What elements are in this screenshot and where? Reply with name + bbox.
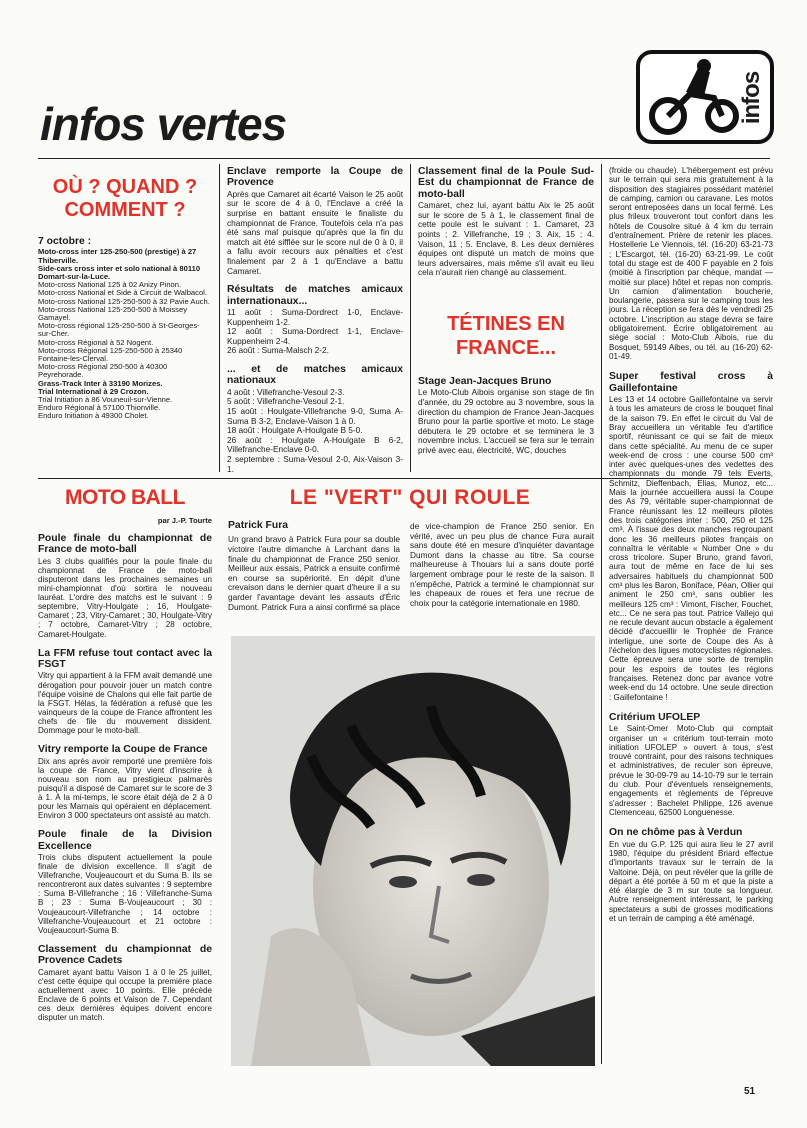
result-line: 11 août : Suma-Dordrect 1-0, Enclave-Kuppenheim 1-2. <box>227 306 403 327</box>
enclave-title: Enclave remporte la Coupe de Provence <box>227 166 403 189</box>
page-number: 51 <box>744 1086 756 1097</box>
vert-name: Patrick Fura <box>228 520 289 531</box>
event-item: Moto-cross National 125 à 02 Anizy Pinon. <box>38 280 182 290</box>
page-title: infos vertes <box>40 98 287 150</box>
motoball-article-text: Camaret ayant battu Vaison 1 à 0 le 25 juillet, c'est cette équipe qui occupe la première place actuellement avec 10 points. Elle précède Enclave de 6 points et Vaison de 7. Cependant ces deux dernières équipes doivent encore disputer un match. <box>38 967 212 1023</box>
motoball-article-text: Les 3 clubs qualifiés pour la poule finale du championnat de France de moto-ball disputeront dans les prochaines semaines un mini-championnat d'où sortira le nouveau lauréat. L'ordre des matchs est le suivant : 9 septembre, Vitry-Houlgate ; 16, Houlgate-Camaret ; 23, Vitry-Camaret ; 30, Houlgate-Vitry ; 7 octobre, Camaret-Vitry ; 28 octobre, Camaret-Houlgate. <box>38 556 212 639</box>
result-line: 5 août : Villefranche-Vesoul 2-1. <box>227 396 345 407</box>
event-item: Moto-cross Régional 250-500 à 40300 Peyrehorade. <box>38 362 168 380</box>
rider-portrait-photo <box>231 636 595 1066</box>
festival-title: Super festival cross à Gaillefontaine <box>609 371 773 394</box>
motorbike-rider-icon <box>646 58 742 138</box>
motoball-articles <box>38 533 212 1022</box>
vert-text-right: de vice-champion de France 250 senior. En vérité, avec un peu plus de chance Fura aurait sans doute été en mesure d'inquiéter davantage Dumont dans la chasse au titre. Sa course malheureuse à Thouars lui a sans doute porté largement ombrage pour le reste de la saison. Il n'empêche, Patrick a terminé le championnat sur les chapeaux de roues et fera une recrue de choix pour la catégorie internationale en 1980. <box>410 521 594 608</box>
date-heading: 7 octobre : <box>38 236 92 247</box>
result-line: 18 août : Houlgate A-Houlgate B 5-0. <box>227 425 363 436</box>
classement-text: Camaret, chez lui, ayant battu Aix le 25 août sur le score de 5 à 1, le classement final de cette poule est le suivant : 1. Camaret, 23 points ; 2. Villefranche, 19 ; 3. Aix, 15 ; 4. Vaison, 11 ; 5. Enclave, 8. Les deux dernières équipes ont disputé un match de moins que leurs adversaires, mais même s'il avait eu lieu cela n'aurait rien changé au classement. <box>418 200 594 278</box>
festival-text: Les 13 et 14 octobre Gaillefontaine va servir à tous les amateurs de cross le bouquet final de la saison 79. En effet le circuit du Val de Bray accueillera un véritable feu d'artifice sportif, réunissant ce qui se fait de mieux dans cette spécialité. Au menu de ce super week-end de cross : une course 500 cm³ inter avec quelques-unes des vedettes des championnats du monde 79 tels Everts, Schmitz, Dieffenbach, Elias, Munoz, etc... Mais la journée accueillera aussi la Coupe des As 79, véritable super-championnat de France réunissant les 12 meilleurs pilotes des trois catégories inter : 500, 250 et 125 cm³. À l'issue des deux manches regroupant donc les 36 meilleurs pilotes français on connaîtra le véritable « Number One » du cross tricolore. Super Bruno, grand favori, aura tout de même en face de lui ses adversaires habituels du championnat 500 cm³ plus les Baron, Boniface, Péan, Ollier qui animent le 250 cm³, sans oublier les meilleurs 125 cm³ : Vimont, Fischer, Fouchet, etc... Ce ne sera pas tout. Patrice Vallejo qui ne recule devant aucun obstacle a également décidé d'accueillir le Trophée de France interligue, une sorte de Coupe des As à l'échelon des ligues motocyclistes régionales. Cette épreuve sera une sorte de tremplin pour les espoirs de toutes les régions françaises. Retenez donc par avance votre week-end du 14 octobre. Une seule direction : Gaillefontaine ! <box>609 395 773 702</box>
event-item: Moto-cross National 125-250-500 à 32 Pavie Auch. <box>38 296 210 306</box>
verdun-title: On ne chôme pas à Verdun <box>609 827 743 839</box>
vert-title: LE "VERT" QUI ROULE <box>289 486 531 509</box>
event-item: Side-cars cross inter et solo national à 80110 Domart-sur-la-Luce. <box>38 263 201 282</box>
event-item: Trial International à 29 Crozon. <box>38 386 149 396</box>
event-item: Enduro Initiation à 49300 Cholet. <box>38 411 149 421</box>
tetines-title-1: TÉTINES EN <box>447 313 565 335</box>
nationaux-title: ... et de matches amicaux nationaux <box>227 363 403 387</box>
tetines-heading <box>418 312 594 360</box>
infos-logo <box>636 50 774 144</box>
vert-right-column <box>410 522 594 608</box>
motoball-article-title: Poule finale de la Division Excellence <box>38 829 212 852</box>
column-divider-3 <box>601 164 602 1064</box>
result-line: 26 août : Houlgate A-Houlgate B 6-2, Villefranche-Enclave 0-0. <box>227 434 403 455</box>
motoball-article-text: Dix ans après avoir remporté une première fois la coupe de France, Vitry vient d'inscrire à nouveau son nom au prestigieux palmarès puisqu'il a disposé de Camaret sur le score de 3 à 1. À la mi-temps, le score était déjà de 2 à 0 pour les Marnais qui opéraient en déplacement. Environ 3 000 spectateurs ont assisté au match. <box>38 756 212 821</box>
verdun-text: En vue du G.P. 125 qui aura lieu le 27 avril 1980, l'équipe du président Briard effectue d'importants travaux sur le terrain de la Valtoine. Déjà, on peut révéler que la grille de départ a été portée à 50 m et que la piste a été élargie de 3 m sur toute sa longueur. Autre renseignement intéressant, le parking spectateurs a subi de grosses modifications et un terrain de camping a été aménagé. <box>609 839 773 923</box>
ou-quand-title-2: COMMENT ? <box>64 199 186 221</box>
motoball-article-title: Vitry remporte la Coupe de France <box>38 744 208 756</box>
column-divider-1 <box>219 164 220 472</box>
coupe-provence-section <box>227 166 403 474</box>
event-item: Moto-cross régional 125-250-500 à St-Georges-sur-Cher. <box>38 321 200 339</box>
enclave-text: Après que Camaret ait écarté Vaison le 25 août sur le score de 4 à 0, l'Enclave a créé la surprise en battant ensuite le finaliste du championnat de France. Toutefois cela n'a pas été sans mal puisque qu'après que la fin du match ait été sifflée sur le score nul de 0 à 0, il a fallu avoir recours aux pénalties et c'est finalement par 2 à 1 qu'Enclave a battu Camaret. <box>227 188 403 276</box>
resultats-list <box>227 308 403 356</box>
event-item: Grass-Track Inter à 33190 Morizes. <box>38 378 163 388</box>
column-divider-2 <box>410 164 411 472</box>
motoball-article-text: Vitry qui appartient à la FFM avait demandé une dérogation pour pouvoir jouer un match contre l'équipe voisine de Chalons qui elle fait partie de la FSGT. Hélas, la fédération a refusé que les vainqueurs de la coupe de France affrontent les chefs de file du mouvement dissident. Dommage pour le moto-ball. <box>38 671 212 736</box>
stage-continued-text: (froide ou chaude). L'hébergement est prévu sur le terrain qui sera mis gratuitement à la disposition des stagiaires possédant matériel de camping, camion ou caravane. Les motos seront entreposées dans un local fermé. Les plus frileux trouveront tout confort dans les hôtels de Cousolre situé à 4 km du terrain d'entraînement. Prière de retenir les places. Hostellerie Le Viennois, tél. (16-20) 63-21-73 ; L'Escargot, tél. (16-20) 63-21-99. Le coût total du stage est de 400 F payable en 2 fois (moitié à l'inscription par chèque, mandat — moitié sur place) hôtel et repas non compris. Un camion d'alimentation boucherie, boulangerie, passera sur le camping tous les jours. La réception se fera dès le vendredi 25 octobre. L'inscription au stage devra se faire obligatoirement. Écrire obligatoirement au siège social : Moto-Club Aibois, rue du Bosquet, 59149 Aibes, ou tél. au (16-20) 62-01-49. <box>609 166 773 361</box>
stage-text: Le Moto-Club Aibois organise son stage de fin d'année, du 29 octobre au 3 novembre, sous la direction du champion de France Jean-Jacques Bruno pour la partie sportive et moto. Le stage débutera le 29 octobre et se terminera le 3 novembre inclus. L'accueil se fera sur le terrain privé avec eau, électricité, WC, douches <box>418 387 594 455</box>
event-list <box>38 248 212 420</box>
result-line: 2 septembre : Suma-Vesoul 2-0, Aix-Vaison 3-1. <box>227 453 403 474</box>
event-item: Enduro Régional à 57100 Thionville. <box>38 403 161 413</box>
result-line: 15 août : Houlgate-Villefranche 9-0, Suma A- Suma B 3-2, Enclave-Vaison 1 à 0. <box>227 405 403 426</box>
motoball-byline: par J.-P. Tourte <box>157 516 212 525</box>
criterium-text: Le Saint-Omer Moto-Club qui comptait organiser un « critérium tout-terrain moto initiation UFOLEP » ouvert à tous, s'est trouvé contraint, pour des raisons techniques et administratives, de reculer son épreuve, prévue le 30-09-79 au 14-10-79 sur le terrain du club. Pour d'éventuels renseignements, engagements et règlements de l'épreuve s'adresser : Bachelet Philippe, 126 avenue Clemenceau, 62500 Longuenesse. <box>609 724 773 817</box>
motoball-article-title: Poule finale du championnat de France de moto-ball <box>38 533 212 556</box>
event-item: Moto-cross National 125-250-500 à Moissey Gamayel. <box>38 304 187 323</box>
nationaux-list <box>227 388 403 474</box>
result-line: 26 août : Suma-Malsch 2-2. <box>227 345 329 356</box>
motoball-article-title: Classement du championnat de Provence Cadets <box>38 943 212 967</box>
event-item: Moto-cross Régional à 52 Nogent. <box>38 337 154 347</box>
event-item: Moto-cross National et Side à Circuit de Walbacol. <box>38 288 207 298</box>
motoball-article-title: La FFM refuse tout contact avec la FSGT <box>38 647 212 671</box>
stage-section <box>418 376 594 456</box>
tetines-title-2: FRANCE... <box>456 337 556 359</box>
motoball-article-text: Trois clubs disputent actuellement la poule finale de division excellence. Il s'agit de Villefranche, Voujeaucourt et du Suma B. Ils se rencontreront aux dates suivantes : 9 septembre : Suma B-Villefranche ; 16 : Villefranche-Suma B ; 23 : Suma B-Voujeaucourt ; 30 : Voujeaucourt-Villefranche ; 14 octobre : Villefranche-Voujeaucourt et 21 octobre : Voujeaucourt-Suma B. <box>38 853 212 935</box>
ou-quand-section <box>38 176 212 421</box>
right-column <box>609 166 773 923</box>
vert-left-column <box>228 520 400 612</box>
top-rule <box>38 158 770 159</box>
motoball-title: MOTO BALL <box>65 486 185 509</box>
stage-title: Stage Jean-Jacques Bruno <box>418 376 552 387</box>
logo-text: infos <box>737 71 765 125</box>
vert-text-left: Un grand bravo à Patrick Fura pour sa double victoire l'autre dimanche à Larchant dans la finale du championnat de France 250 senior. Meilleur aux essais, Patrick a ensuite confirmé en course sa supériorité. En dépit d'une crevaison dans le dernier quart d'heure il a su garder l'avantage devant les assauts d'Éric Dumont. Patrick Fura a ainsi confirmé sa place <box>228 534 400 612</box>
criterium-title: Critérium UFOLEP <box>609 711 701 723</box>
event-item: Moto-cross inter 125-250-500 (prestige) à 27 Thiberville. <box>38 247 197 265</box>
classement-title: Classement final de la Poule Sud-Est du championnat de France de moto-ball <box>418 166 594 200</box>
event-item: Trial Initiation à 86 Vouneuil-sur-Vienne. <box>38 395 173 405</box>
classement-section <box>418 166 594 278</box>
result-line: 12 août : Suma-Dordrect 1-1, Enclave-Kuppenheim 2-4. <box>227 326 403 346</box>
event-item: Moto-cross Régional 125-250-500 à 25340 Fontaine-les-Clerval. <box>38 345 183 364</box>
ou-quand-title-1: OÙ ? QUAND ? <box>52 176 198 198</box>
resultats-title: Résultats de matches amicaux internationaux... <box>227 284 403 307</box>
motoball-section <box>38 486 212 1022</box>
result-line: 4 août : Villefranche-Vesoul 2-3. <box>227 386 345 397</box>
